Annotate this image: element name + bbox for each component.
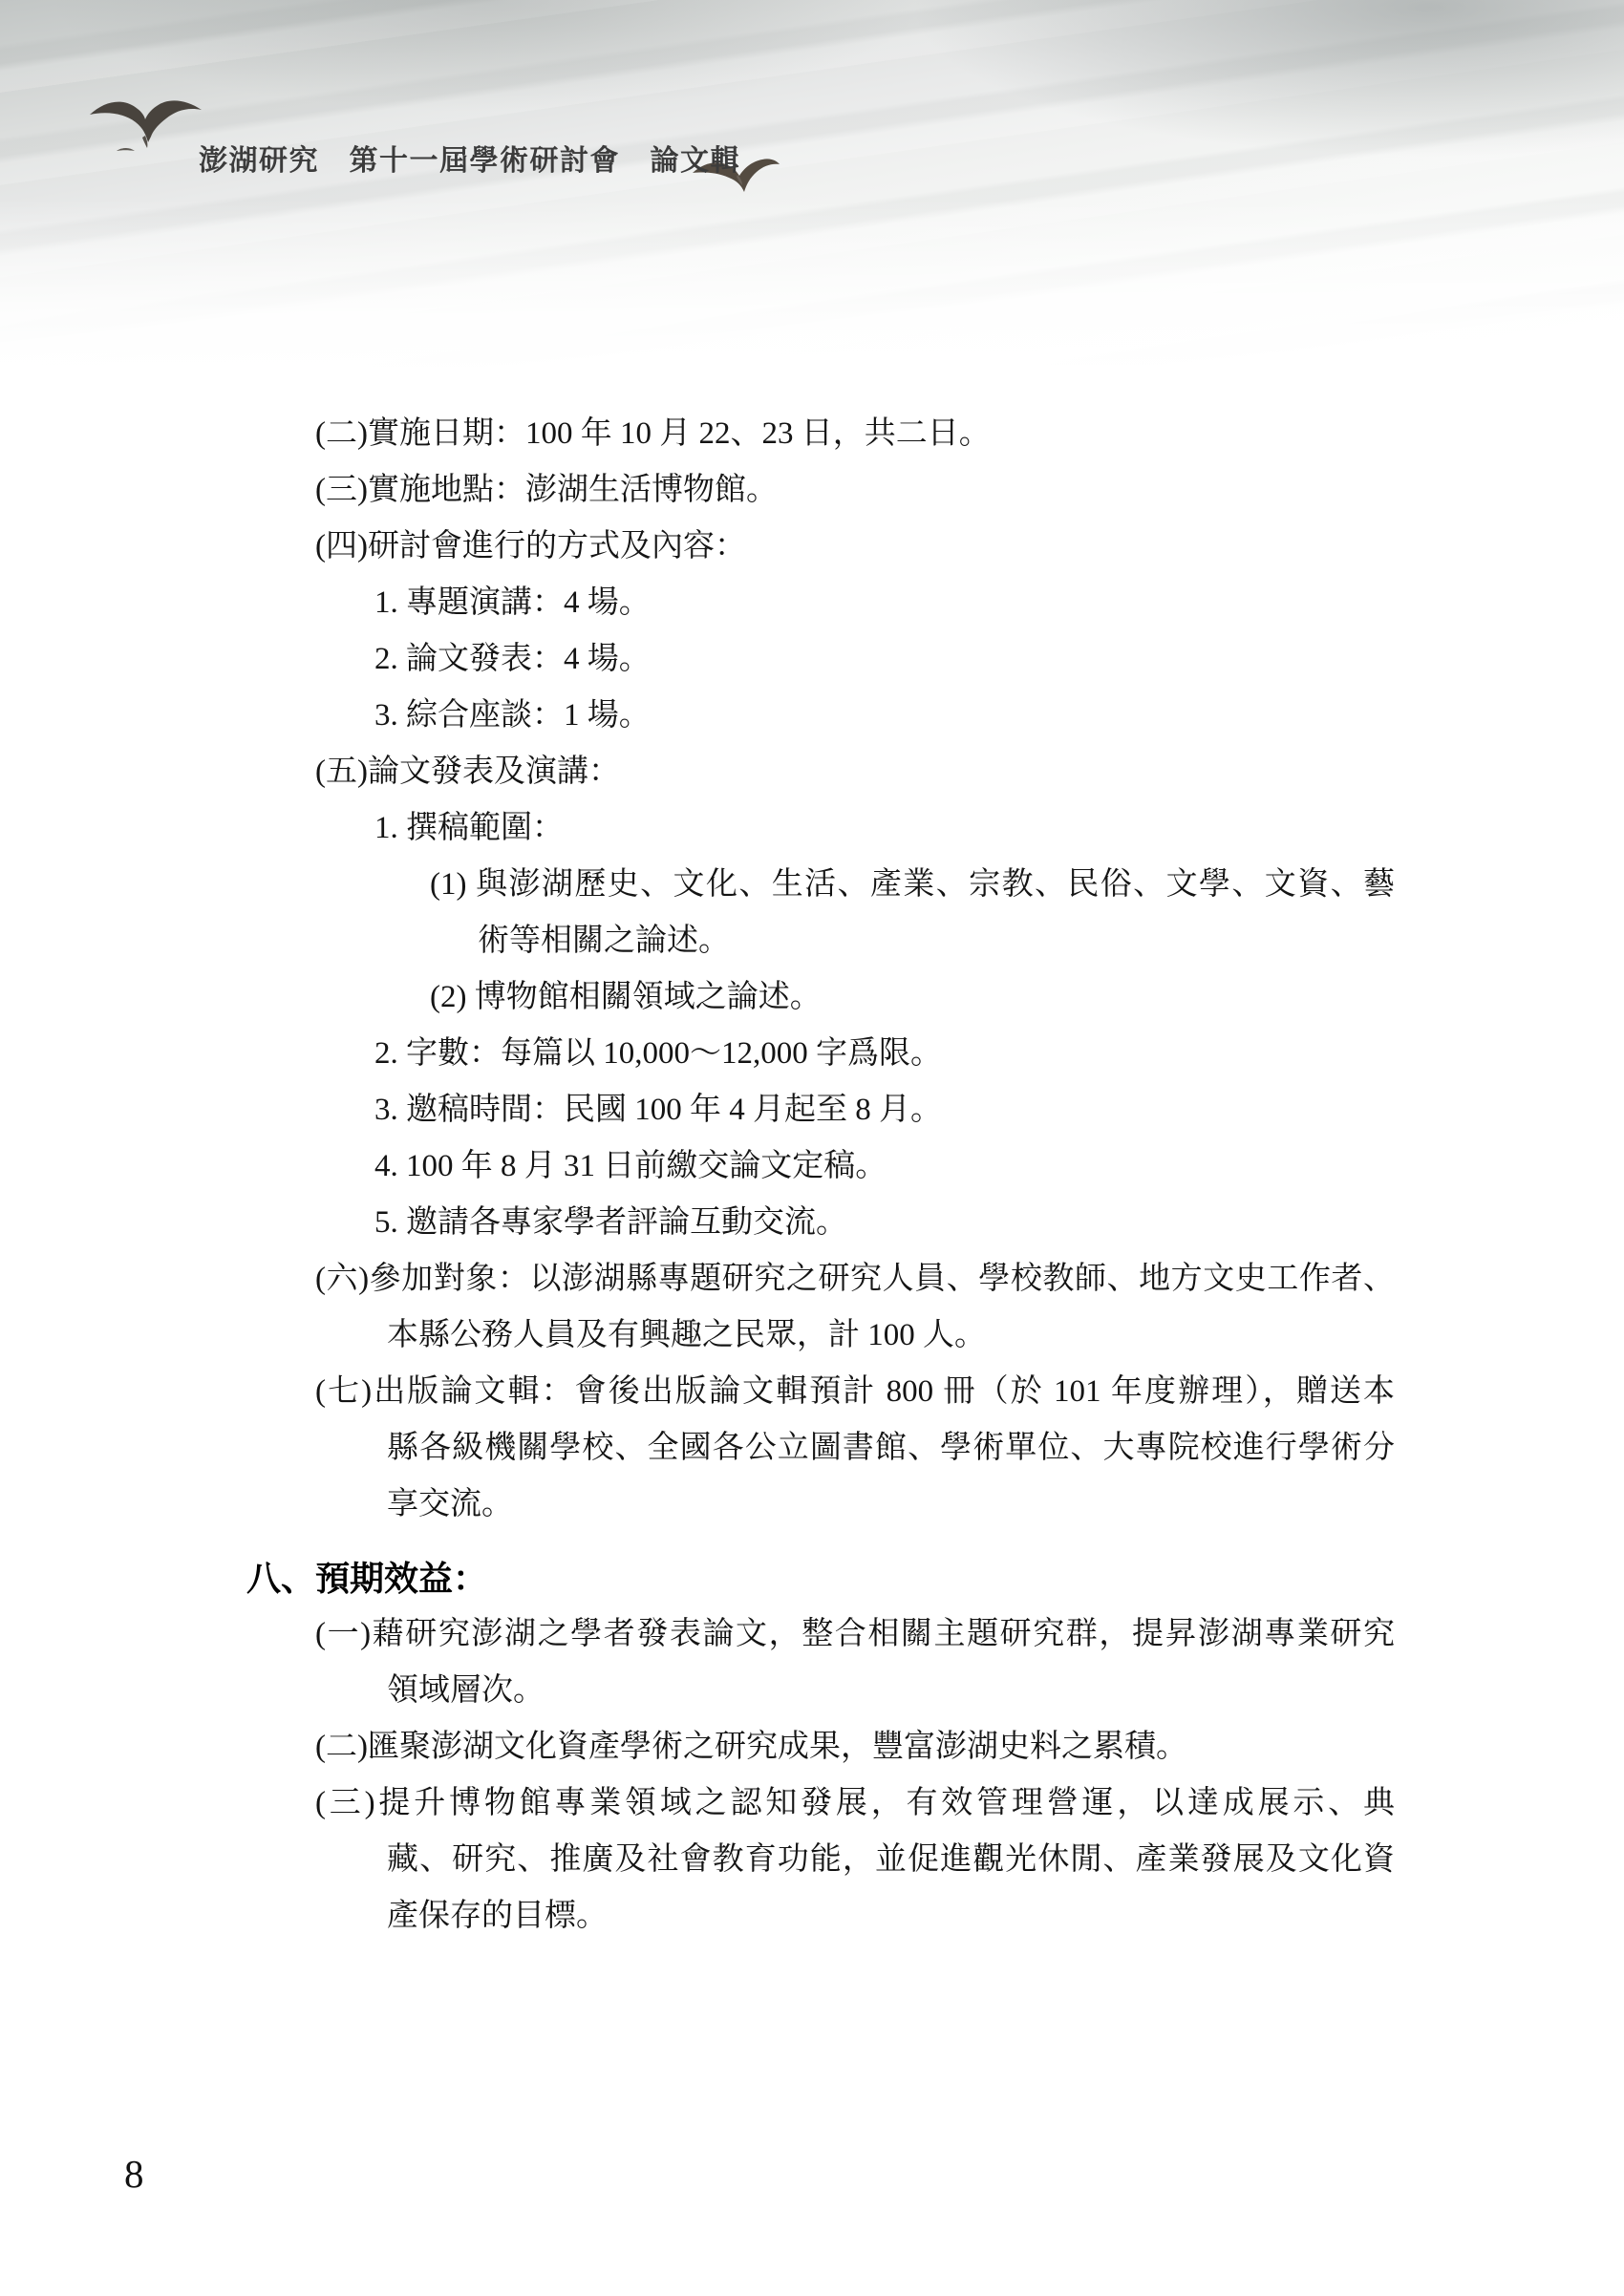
- text-line: (四)研討會進行的方式及內容：: [315, 529, 746, 563]
- text-line: 5. 邀請各專家學者評論互動交流。: [374, 1205, 847, 1240]
- text-line: (七)出版論文輯：會後出版論文輯預計 800 冊（於 101 年度辦理），贈送本: [315, 1374, 1395, 1409]
- text-line: 2. 字數：每篇以 10,000～12,000 字爲限。: [374, 1036, 942, 1071]
- text-line: (2) 博物館相關領域之論述。: [430, 980, 822, 1014]
- text-line: 3. 綜合座談：1 場。: [374, 698, 651, 733]
- text-line: 3. 邀稿時間：民國 100 年 4 月起至 8 月。: [374, 1093, 942, 1127]
- text-line: 2. 論文發表：4 場。: [374, 642, 651, 676]
- text-line: (1) 與澎湖歷史、文化、生活、產業、宗教、民俗、文學、文資、藝: [430, 867, 1395, 902]
- text-line: (六)參加對象：以澎湖縣專題研究之研究人員、學校教師、地方文史工作者、: [315, 1262, 1395, 1296]
- text-line: (三)實施地點：澎湖生活博物館。: [315, 473, 778, 507]
- text-line: 1. 專題演講：4 場。: [374, 585, 651, 620]
- text-line: (二)實施日期：100 年 10 月 22、23 日，共二日。: [315, 416, 991, 451]
- text-line: 享交流。: [387, 1487, 513, 1521]
- running-header-title: 澎湖研究 第十一屆學術研討會 論文輯: [199, 145, 740, 177]
- text-line: 1. 撰稿範圍：: [374, 811, 564, 845]
- text-line: 藏、研究、推廣及社會教育功能，並促進觀光休閒、產業發展及文化資: [387, 1842, 1395, 1877]
- text-line: 縣各級機關學校、全國各公立圖書館、學術單位、大專院校進行學術分: [387, 1431, 1395, 1465]
- text-line: (二)匯聚澎湖文化資產學術之研究成果，豐富澎湖史料之累積。: [315, 1730, 1187, 1764]
- text-line: 領域層次。: [387, 1673, 545, 1708]
- text-line: (五)論文發表及演講：: [315, 755, 620, 789]
- seagull-left-icon: [88, 94, 204, 159]
- text-line: 4. 100 年 8 月 31 日前繳交論文定稿。: [374, 1149, 887, 1183]
- text-line: 術等相關之論述。: [478, 924, 730, 958]
- text-line: (三)提升博物館專業領域之認知發展，有效管理營運，以達成展示、典: [315, 1786, 1395, 1820]
- text-line: 產保存的目標。: [387, 1899, 608, 1933]
- text-line: 本縣公務人員及有興趣之民眾，計 100 人。: [387, 1318, 986, 1352]
- section-heading: 八、預期效益：: [246, 1559, 488, 1598]
- document-body: [0, 406, 1624, 1945]
- header-photo: [0, 0, 1624, 382]
- text-line: (一)藉研究澎湖之學者發表論文，整合相關主題研究群，提昇澎湖專業研究: [315, 1617, 1395, 1651]
- page-number: 8: [124, 2152, 144, 2196]
